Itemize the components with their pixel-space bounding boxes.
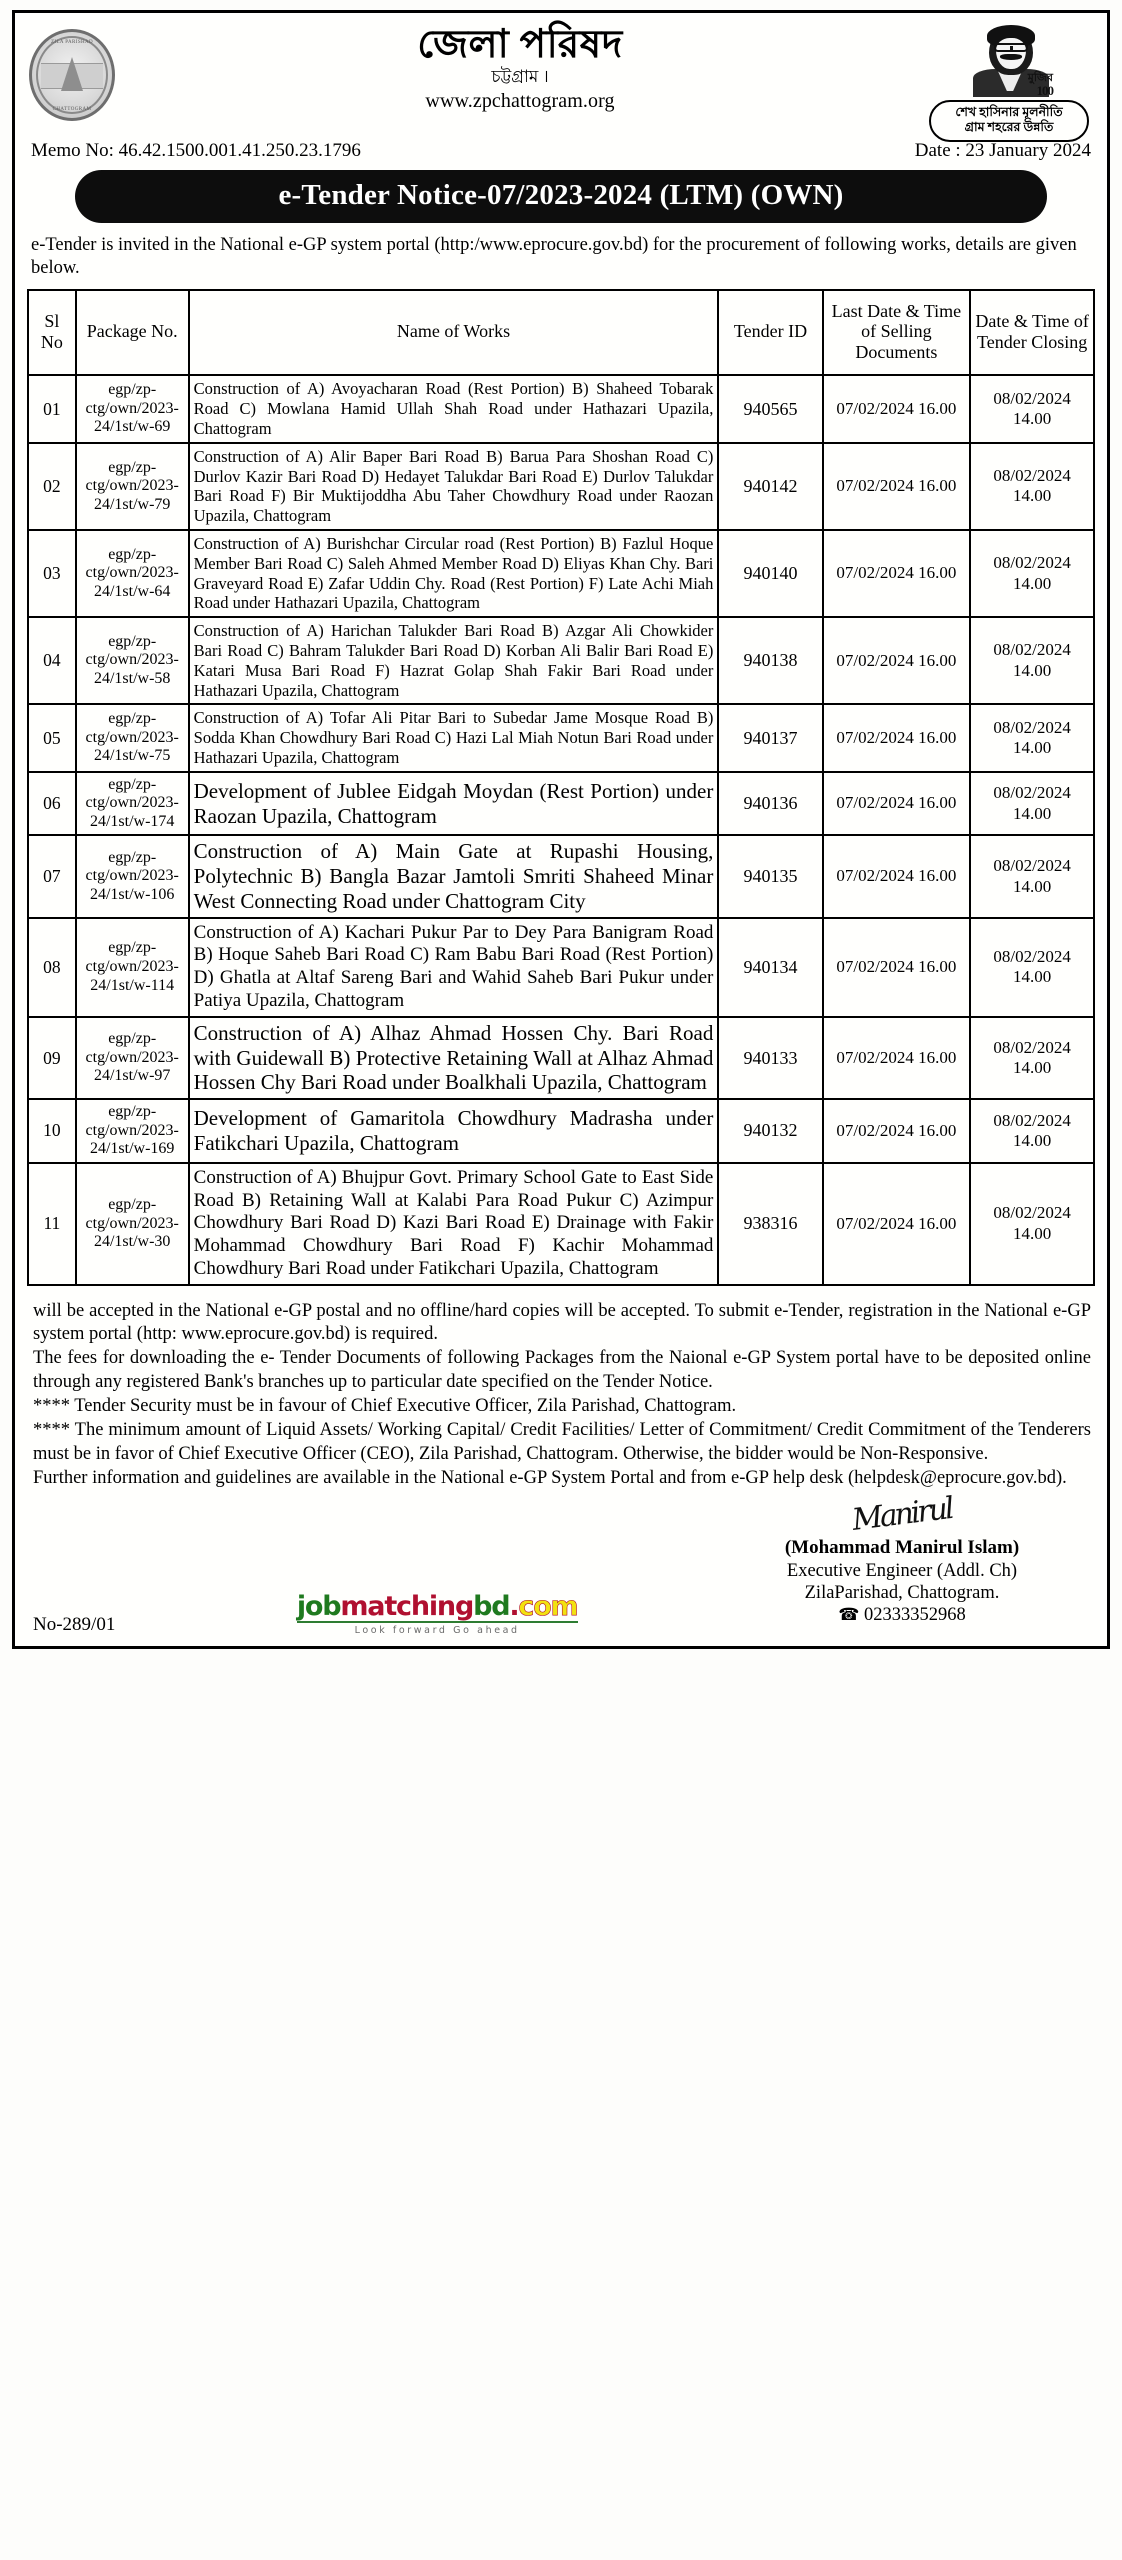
- cell-package: egp/zp-ctg/own/2023-24/1st/w-97: [76, 1017, 189, 1099]
- cell-works: Development of Jublee Eidgah Moydan (Rest Portion) under Raozan Upazila, Chattogram: [189, 772, 719, 836]
- table-row: [28, 617, 1094, 704]
- cell-package: egp/zp-ctg/own/2023-24/1st/w-75: [76, 704, 189, 771]
- cell-works: Construction of A) Alir Baper Bari Road B) Barua Para Shoshan Road C) Durlov Kazir Bari Road D) Hedayet Talukdar Bari Road E) Durlov Talukdar Bari Road F) Bir Muktijoddha Abu Taher Chowdhury Road under Raozan Upazila, Chattogram: [189, 443, 719, 530]
- col-header-works: Name of Works: [189, 290, 719, 376]
- cell-selling: 07/02/2024 16.00: [823, 530, 971, 617]
- table-row: [28, 443, 1094, 530]
- footnote-paragraph-3: **** Tender Security must be in favour of Chief Executive Officer, Zila Parishad, Chattogram.: [33, 1395, 737, 1416]
- col-header-tender-id: Tender ID: [718, 290, 822, 376]
- cell-sl-no: 06: [28, 772, 76, 836]
- cell-selling: 07/02/2024 16.00: [823, 918, 971, 1017]
- cell-sl-no: 05: [28, 704, 76, 771]
- slogan-line-2: গ্রাম শহরের উন্নতি: [964, 120, 1054, 135]
- phone-number: 02333352968: [864, 1605, 966, 1626]
- signatory-phone: [737, 1604, 1067, 1627]
- cell-package: egp/zp-ctg/own/2023-24/1st/w-169: [76, 1099, 189, 1163]
- mujib-badge-number: 100: [1036, 83, 1053, 97]
- cell-sl-no: 08: [28, 918, 76, 1017]
- cell-works: Construction of A) Harichan Talukder Bari Road B) Azgar Ali Chowkider Bari Road C) Bahram Talukder Bari Road D) Korban Ali Balir Bari Road E) Katari Musa Bari Road F) Hazrat Golap Shah Fakir Bari Road under Hathazari Upazila, Chattogram: [189, 617, 719, 704]
- cell-closing: 08/02/2024 14.00: [970, 704, 1094, 771]
- footnote-paragraph-4: **** The minimum amount of Liquid Assets/ Working Capital/ Credit Facilities/ Letter of Commitment/ Credit Commitment of the Tenderers must be in favor of Chief Executive Officer (CEO), Zila Parishad, Chattogram. Otherwise, the bidder would be Non-Responsive.: [33, 1420, 1091, 1464]
- cell-package: egp/zp-ctg/own/2023-24/1st/w-58: [76, 617, 189, 704]
- cell-sl-no: 02: [28, 443, 76, 530]
- cell-works: Construction of A) Alhaz Ahmad Hossen Chy. Bari Road with Guidewall B) Protective Retaining Wall at Alhaz Ahmad Hossen Chy Bari Road under Boalkhali Upazila, Chattogram: [189, 1017, 719, 1099]
- cell-selling: 07/02/2024 16.00: [823, 835, 971, 917]
- notice-title: e-Tender Notice-07/2023-2024 (LTM) (OWN): [75, 170, 1047, 223]
- signature-block: [15, 1493, 1107, 1627]
- bottom-memo-number: No-289/01: [33, 1613, 116, 1635]
- cell-selling: 07/02/2024 16.00: [823, 772, 971, 836]
- cell-tender-id: 940134: [718, 918, 822, 1017]
- cell-works: Construction of A) Bhujpur Govt. Primary School Gate to East Side Road B) Retaining Wall at Kalabi Para Road Pukur C) Azimpur Chowdhury Bari Road D) Kazi Bari Road E) Drainage with Fakir Mohammad Chowdhury Bari Road F) Kachir Mohammad Chowdhury Bari Road under Fatikchari Upazila, Chattogram: [189, 1163, 719, 1285]
- mujib-badge: [1028, 73, 1053, 97]
- table-row: [28, 772, 1094, 836]
- cell-sl-no: 01: [28, 375, 76, 442]
- logo-text-matching: matching: [340, 1591, 474, 1623]
- cell-selling: 07/02/2024 16.00: [823, 1017, 971, 1099]
- cell-sl-no: 07: [28, 835, 76, 917]
- intro-paragraph: e-Tender is invited in the National e-GP system portal (http:/www.eprocure.gov.bd) for the procurement of following works, details are given below.: [31, 234, 1077, 279]
- logo-text-job: job: [296, 1591, 341, 1623]
- table-row: [28, 918, 1094, 1017]
- table-row: [28, 375, 1094, 442]
- cell-tender-id: 940565: [718, 375, 822, 442]
- cell-closing: 08/02/2024 14.00: [970, 530, 1094, 617]
- cell-package: egp/zp-ctg/own/2023-24/1st/w-79: [76, 443, 189, 530]
- logo-tagline: Look forward Go ahead: [354, 1625, 520, 1637]
- slogan-line-1: শেখ হাসিনার মূলনীতি: [955, 105, 1063, 119]
- table-row: [28, 1099, 1094, 1163]
- cell-selling: 07/02/2024 16.00: [823, 617, 971, 704]
- cell-sl-no: 04: [28, 617, 76, 704]
- sheikh-mujib-portrait-icon: [963, 23, 1055, 97]
- cell-works: Construction of A) Kachari Pukur Par to Dey Para Banigram Road B) Hoque Saheb Bari Road C) Ram Babu Bari Road (Rest Portion) D) Ghatla at Altaf Sareng Bari and Wahid Saheb Bari Pukur under Patiya Upazila, Chattogram: [189, 918, 719, 1017]
- footnote-paragraph-2: The fees for downloading the e- Tender Documents of following Packages from the Naional e-GP System portal have to be deposited online through any registered Bank's branches up to particular date specified on the Tender Notice.: [33, 1348, 1091, 1392]
- cell-tender-id: 940133: [718, 1017, 822, 1099]
- org-city-bangla: চট্টগ্রাম ।: [491, 66, 549, 86]
- signatory-designation: Executive Engineer (Addl. Ch): [786, 1560, 1018, 1581]
- cell-package: egp/zp-ctg/own/2023-24/1st/w-64: [76, 530, 189, 617]
- cell-tender-id: 938316: [718, 1163, 822, 1285]
- cell-closing: 08/02/2024 14.00: [970, 918, 1094, 1017]
- cell-sl-no: 03: [28, 530, 76, 617]
- memo-date: Date : 23 January 2024: [914, 139, 1091, 161]
- logo-text-bd: bd: [473, 1591, 510, 1623]
- table-row: [28, 704, 1094, 771]
- telephone-icon: ☎: [838, 1605, 860, 1625]
- org-website: www.zpchattogram.org: [425, 89, 615, 112]
- cell-closing: 08/02/2024 14.00: [970, 1163, 1094, 1285]
- crest-bottom-text: CHATTOGRAM: [52, 107, 92, 112]
- cell-closing: 08/02/2024 14.00: [970, 375, 1094, 442]
- cell-selling: 07/02/2024 16.00: [823, 443, 971, 530]
- footnote-paragraph-5: Further information and guidelines are available in the National e-GP System Portal and from e-GP help desk (helpdesk@eprocure.gov.bd).: [33, 1467, 1067, 1488]
- cell-works: Construction of A) Burishchar Circular road (Rest Portion) B) Fazlul Hoque Member Bari Road C) Saleh Ahmed Member Road D) Eliyas Khan Chy. Bari Graveyard Road E) Zafar Uddin Chy. Road (Rest Portion) F) Late Achi Miah Road under Hathazari Upazila, Chattogram: [189, 530, 719, 617]
- table-row: [28, 530, 1094, 617]
- cell-closing: 08/02/2024 14.00: [970, 835, 1094, 917]
- signatory-name: (Mohammad Manirul Islam): [784, 1537, 1020, 1559]
- cell-selling: 07/02/2024 16.00: [823, 1099, 971, 1163]
- cell-tender-id: 940136: [718, 772, 822, 836]
- cell-closing: 08/02/2024 14.00: [970, 1017, 1094, 1099]
- cell-works: Construction of A) Avoyacharan Road (Rest Portion) B) Shaheed Tobarak Road C) Mowlana Hamid Ullah Shah Road under Hathazari Upazila, Chattogram: [189, 375, 719, 442]
- cell-tender-id: 940137: [718, 704, 822, 771]
- cell-package: egp/zp-ctg/own/2023-24/1st/w-114: [76, 918, 189, 1017]
- cell-selling: 07/02/2024 16.00: [823, 375, 971, 442]
- col-header-package: Package No.: [76, 290, 189, 376]
- masthead: [15, 13, 1107, 142]
- footnote-paragraph-1: will be accepted in the National e-GP postal and no offline/hard copies will be accepted. To submit e-Tender, registration in the National e-GP system portal (http: www.eprocure.gov.bd) is required.: [33, 1300, 1091, 1345]
- table-row: [28, 835, 1094, 917]
- col-header-closing-date: Date & Time of Tender Closing: [970, 290, 1094, 376]
- cell-package: egp/zp-ctg/own/2023-24/1st/w-174: [76, 772, 189, 836]
- logo-text-com: com: [518, 1591, 578, 1623]
- mujib-borsho-emblem: [925, 21, 1093, 142]
- cell-closing: 08/02/2024 14.00: [970, 443, 1094, 530]
- table-row: [28, 1017, 1094, 1099]
- footnotes-section: [15, 1290, 1107, 1493]
- cell-sl-no: 09: [28, 1017, 76, 1099]
- cell-tender-id: 940138: [718, 617, 822, 704]
- org-name-bangla: জেলা পরিষদ: [417, 23, 623, 66]
- logo-text-dot: .: [509, 1591, 519, 1623]
- table-row: [28, 1163, 1094, 1285]
- tender-table: [27, 289, 1095, 1286]
- handwritten-signature: Manirul: [850, 1491, 954, 1539]
- cell-package: egp/zp-ctg/own/2023-24/1st/w-30: [76, 1163, 189, 1285]
- cell-package: egp/zp-ctg/own/2023-24/1st/w-106: [76, 835, 189, 917]
- col-header-sl-no: Sl No: [28, 290, 76, 376]
- document-frame: [12, 10, 1110, 1649]
- cell-tender-id: 940140: [718, 530, 822, 617]
- cell-selling: 07/02/2024 16.00: [823, 704, 971, 771]
- cell-package: egp/zp-ctg/own/2023-24/1st/w-69: [76, 375, 189, 442]
- crest-top-text: ZILA PARISHAD: [50, 40, 94, 45]
- cell-closing: 08/02/2024 14.00: [970, 1099, 1094, 1163]
- cell-sl-no: 10: [28, 1099, 76, 1163]
- col-header-selling-date: Last Date & Time of Selling Documents: [823, 290, 971, 376]
- cell-tender-id: 940142: [718, 443, 822, 530]
- cell-closing: 08/02/2024 14.00: [970, 772, 1094, 836]
- cell-sl-no: 11: [28, 1163, 76, 1285]
- cell-tender-id: 940135: [718, 835, 822, 917]
- mujib-badge-line1: মুজিব: [1027, 72, 1053, 84]
- memo-number: Memo No: 46.42.1500.001.41.250.23.1796: [31, 139, 361, 161]
- signatory-office: ZilaParishad, Chattogram.: [804, 1583, 1000, 1604]
- cell-closing: 08/02/2024 14.00: [970, 617, 1094, 704]
- cell-works: Construction of A) Main Gate at Rupashi Housing, Polytechnic B) Bangla Bazar Jamtoli Smriti Shaheed Minar West Connecting Road under Chattogram City: [189, 835, 719, 917]
- notice-banner-wrap: [15, 162, 1107, 227]
- cell-selling: 07/02/2024 16.00: [823, 1163, 971, 1285]
- cell-works: Development of Gamaritola Chowdhury Madrasha under Fatikchari Upazila, Chattogram: [189, 1099, 719, 1163]
- mujib-slogan: [929, 100, 1089, 142]
- table-header-row: [28, 290, 1094, 376]
- zila-parishad-crest-icon: [29, 29, 115, 121]
- organization-heading: [115, 21, 925, 113]
- cell-tender-id: 940132: [718, 1099, 822, 1163]
- cell-works: Construction of A) Tofar Ali Pitar Bari to Subedar Jame Mosque Road B) Sodda Khan Chowdhury Bari Road C) Hazi Lal Miah Notun Bari Road under Hathazari Upazila, Chattogram: [189, 704, 719, 771]
